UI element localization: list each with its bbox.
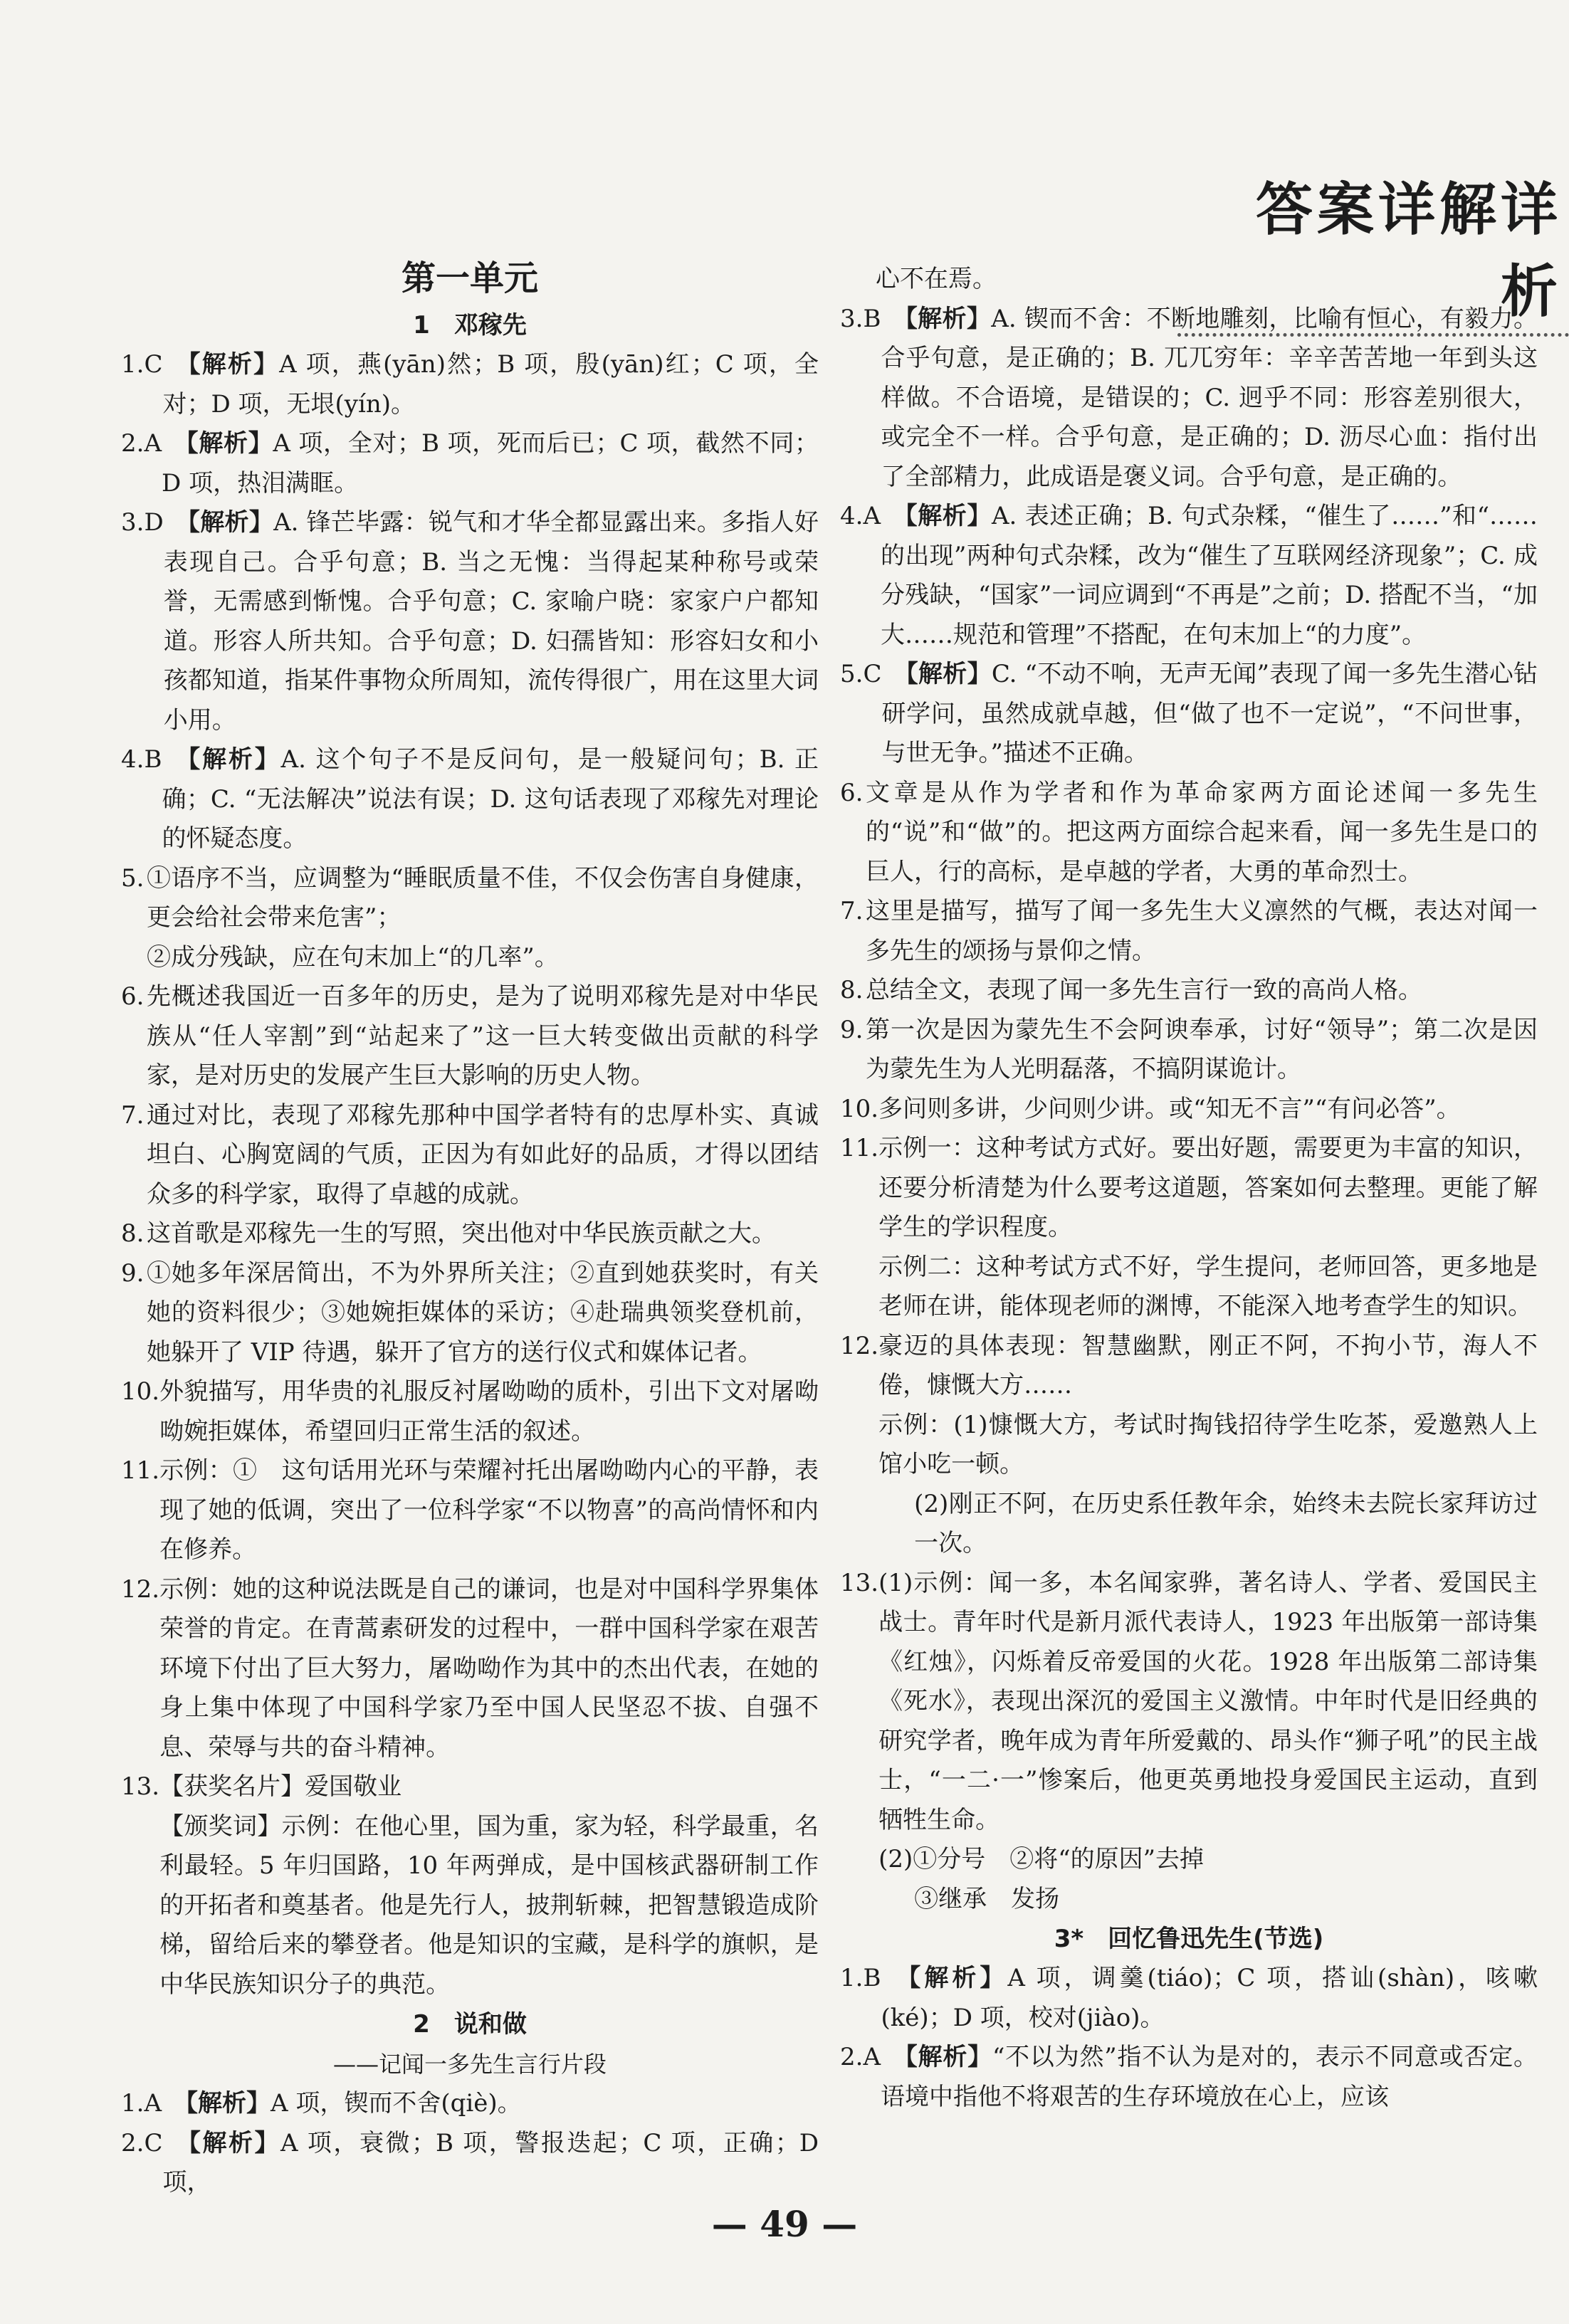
answer-number: 7. — [121, 1100, 145, 1130]
answer-item — [121, 503, 819, 740]
answer-item — [840, 1129, 1538, 1327]
answer-item — [121, 424, 819, 503]
answer-text: (2)①分号 ②将“的原因”去掉 — [878, 1845, 1205, 1873]
answer-item — [121, 2084, 819, 2124]
answer-text: 示例二：这种考试方式不好，学生提问，老师回答，更多地是老师在讲，能体现老师的渊博，不能深入地考查学生的知识。 — [878, 1252, 1538, 1320]
answer-text: 示例：(1)慷慨大方，考试时掏钱招待学生吃茶，爱邀熟人上馆小吃一顿。 — [878, 1410, 1538, 1478]
answer-text: 豪迈的具体表现：智慧幽默，刚正不阿，不拘小节，海人不倦，慷慨大方…… — [878, 1331, 1538, 1399]
answer-text: 示例一：这种考试方式好。要出好题，需要更为丰富的知识，还要分析清楚为什么要考这道题，答案如何去整理。更能了解学生的学识程度。 — [878, 1134, 1538, 1241]
answer-text: 【获奖名片】爱国敬业 — [159, 1772, 402, 1801]
answer-number: 12. — [121, 1574, 160, 1604]
answer-text: A 项，全对；B 项，死而后已；C 项，截然不同；D 项，热泪满眶。 — [162, 429, 819, 498]
answer-text: 示例：① 这句话用光环与荣耀衬托出屠呦呦内心的平静，表现了她的低调，突出了一位科学家“不以物喜”的高尚情怀和内在修养。 — [159, 1456, 819, 1564]
answer-number: 10. — [840, 1094, 879, 1123]
answer-text: 外貌描写，用华贵的礼服反衬屠呦呦的质朴，引出下文对屠呦呦婉拒媒体，希望回归正常生活的叙述。 — [159, 1377, 819, 1446]
answer-text: 总结全文，表现了闻一多先生言行一致的高尚人格。 — [866, 976, 1422, 1004]
analysis-tag: 【解析】 — [187, 508, 274, 537]
lesson-title-3: 3* 回忆鲁迅先生(节选) — [1054, 1925, 1324, 1953]
answer-number: 1.B — [840, 1964, 881, 1992]
answer-text: 第一次是因为蒙先生不会阿谀奉承，讨好“领导”；第二次是因为蒙先生为人光明磊落，不搞阴谋诡计。 — [866, 1015, 1538, 1083]
answer-text: 这里是描写，描写了闻一多先生大义凛然的气概，表达对闻一多先生的颂扬与景仰之情。 — [866, 897, 1538, 965]
answer-item — [840, 1090, 1538, 1130]
answer-number: 2.C — [121, 2128, 163, 2157]
answer-text: A 项，衰微；B 项，警报迭起；C 项，正确；D 项， — [162, 2128, 819, 2197]
answer-item — [121, 1254, 819, 1373]
answer-text: 多问则多讲，少问则少讲。或“知无不言”“有问必答”。 — [878, 1094, 1461, 1123]
lesson-subtitle-2: ——记闻一多先生言行片段 — [332, 2051, 607, 2078]
answer-number: 11. — [840, 1134, 879, 1162]
answer-item — [121, 345, 819, 424]
answer-item — [121, 1096, 819, 1215]
analysis-tag: 【解析】 — [186, 429, 273, 458]
answer-item — [121, 740, 819, 859]
answer-number: 4.B — [121, 745, 162, 774]
answer-text: 【颁奖词】示例：在他心里，国为重，家为轻，科学最重，名利最轻。5 年归国路，10 年两弹成，是中国核武器研制工作的开拓者和奠基者。他是先行人，披荆斩棘，把智慧锻造成阶梯，留给后来的攀登者。他是知识的宝藏，是科学的旗帜，是中华民族知识分子的典范。 — [159, 1812, 819, 1999]
answer-number: 7. — [840, 897, 864, 925]
answer-item — [121, 1372, 819, 1451]
answer-text: A 项，燕(yān)然；B 项，殷(yān)红；C 项，全对；D 项，无垠(yín)。 — [162, 350, 819, 419]
analysis-tag: 【解析】 — [905, 502, 992, 530]
answer-number: 5. — [121, 863, 145, 893]
answer-text: A 项，调羹(tiáo)；C 项，搭讪(shàn)，咳嗽(ké)；D 项，校对(jiào)。 — [881, 1964, 1538, 2032]
answer-item — [121, 859, 819, 978]
answer-number: 4.A — [840, 502, 881, 530]
answer-number: 12. — [840, 1331, 879, 1360]
answer-item — [840, 655, 1538, 774]
answer-text: 先概述我国近一百多年的历史，是为了说明邓稼先是对中华民族从“任人宰割”到“站起来了”这一巨大转变做出贡献的科学家，是对历史的发展产生巨大影响的历史人物。 — [147, 982, 819, 1090]
answer-number: 8. — [121, 1219, 145, 1248]
answer-number: 8. — [840, 976, 864, 1004]
analysis-tag: 【解析】 — [188, 2128, 281, 2157]
answer-number: 10. — [121, 1377, 160, 1406]
analysis-tag: 【解析】 — [908, 1964, 1008, 1992]
answer-item — [121, 977, 819, 1096]
header-title: 答案详解详析 — [1256, 177, 1562, 325]
lesson-title-2: 2 说和做 — [413, 2010, 527, 2039]
answer-number: 5.C — [840, 660, 882, 688]
answer-item — [121, 1214, 819, 1254]
answer-text: 示例：她的这种说法既是自己的谦词，也是对中国科学界集体荣誉的肯定。在青蒿素研发的过程中，一群中国科学家在艰苦环境下付出了巨大努力，屠呦呦作为其中的杰出代表，在她的身上集中体现了中国科学家乃至中国人民坚忍不拔、自强不息、荣辱与共的奋斗精神。 — [159, 1574, 819, 1762]
answer-text: 文章是从作为学者和作为革命家两方面论述闻一多先生的“说”和“做”的。把这两方面综合起来看，闻一多先生是口的巨人，行的高标，是卓越的学者，大勇的革命烈士。 — [866, 778, 1538, 886]
answer-text: A. 锲而不舍：不断地雕刻，比喻有恒心，有毅力。合乎句意，是正确的；B. 兀兀穷年：辛辛苦苦地一年到头这样做。不合语境，是错误的；C. 迥乎不同：形容差别很大，或完全不一样。合乎句意，是正确的；D. 沥尽心血：指付出了全部精力，此成语是褒义词。合乎句意，是正确的。 — [881, 304, 1538, 491]
answer-number: 11. — [121, 1456, 160, 1485]
answer-text: A. 表述正确；B. 句式杂糅，“催生了……”和“……的出现”两种句式杂糅，改为“催生了互联网经济现象”；C. 成分残缺，“国家”一词应调到“不再是”之前；D. 搭配不当，“加大……规范和管理”不搭配，在句末加上“的力度”。 — [881, 502, 1538, 649]
answer-text: (2)刚正不阿，在历史系任教年余，始终未去院长家拜访过一次。 — [914, 1489, 1538, 1557]
answer-item — [840, 300, 1538, 498]
answer-item — [840, 2038, 1538, 2117]
answer-number: 9. — [121, 1258, 145, 1288]
answer-text: ③继承 发扬 — [914, 1884, 1060, 1913]
answer-text: 这首歌是邓稼先一生的写照，突出他对中华民族贡献之大。 — [147, 1219, 776, 1248]
answer-continuation: 心不在焉。 — [876, 265, 997, 293]
lesson-title-1: 1 邓稼先 — [413, 311, 527, 340]
answer-item — [840, 774, 1538, 893]
answer-text: ①语序不当，应调整为“睡眠质量不佳，不仅会伤害自身健康，更会给社会带来危害”； — [147, 863, 819, 932]
answer-item — [121, 1767, 819, 2004]
answer-number: 13. — [840, 1568, 879, 1597]
answer-text: “不以为然”指不认为是对的，表示不同意或否定。语境中指他不将艰苦的生存环境放在心上，应该 — [881, 2043, 1538, 2111]
answer-item — [840, 892, 1538, 971]
answer-item — [840, 1327, 1538, 1564]
answer-number: 2.A — [121, 429, 162, 458]
answer-number: 1.C — [121, 350, 163, 379]
answer-item — [840, 497, 1538, 655]
answer-item — [840, 1959, 1538, 2038]
answer-number: 6. — [840, 778, 864, 807]
right-column — [840, 260, 1538, 2117]
answer-text: 通过对比，表现了邓稼先那种中国学者特有的忠厚朴实、真诚坦白、心胸宽阔的气质，正因为有如此好的品质，才得以团结众多的科学家，取得了卓越的成就。 — [147, 1100, 819, 1209]
answer-item — [840, 1564, 1538, 1920]
analysis-tag: 【解析】 — [186, 2089, 271, 2118]
answer-number: 2.A — [840, 2043, 881, 2071]
answer-text: ①她多年深居简出，不为外界所关注；②直到她获奖时，有关她的资料很少；③她婉拒媒体的采访；④赴瑞典领奖登机前，她躲开了 VIP 待遇，躲开了官方的送行仪式和媒体记者。 — [147, 1258, 819, 1367]
answer-item — [121, 1451, 819, 1570]
answer-number: 9. — [840, 1015, 864, 1044]
answer-number: 3.D — [121, 508, 164, 537]
answer-text: ②成分残缺，应在句末加上“的几率”。 — [147, 942, 559, 972]
answer-text: A 项，锲而不舍(qiè)。 — [271, 2089, 522, 2118]
analysis-tag: 【解析】 — [188, 350, 280, 379]
analysis-tag: 【解析】 — [906, 660, 992, 688]
analysis-tag: 【解析】 — [905, 304, 992, 333]
answer-number: 3.B — [840, 304, 881, 333]
answer-text: C. “不动不响，无声无闻”表现了闻一多先生潜心钻研学问，虽然成就卓越，但“做了也不一定说”，“不问世事，与世无争。”描述不正确。 — [881, 660, 1538, 767]
page-number: — 49 — — [711, 2203, 858, 2245]
answer-item — [121, 2124, 819, 2203]
answer-number: 13. — [121, 1772, 160, 1801]
answer-item — [840, 1011, 1538, 1090]
answer-text: A. 锋芒毕露：锐气和才华全都显露出来。多指人好表现自己。合乎句意；B. 当之无愧：当得起某种称号或荣誉，无需感到惭愧。合乎句意；C. 家喻户晓：家家户户都知道。形容人所共知。合乎句意；D. 妇孺皆知：形容妇女和小孩都知道，指某件事物众所周知，流传得很广，用在这里大词小用。 — [163, 508, 819, 735]
answer-number: 6. — [121, 982, 145, 1011]
analysis-tag: 【解析】 — [188, 745, 281, 774]
answer-item — [121, 1570, 819, 1768]
answer-text: (1)示例：闻一多，本名闻家骅，著名诗人、学者、爱国民主战士。青年时代是新月派代表诗人，1923 年出版第一部诗集《红烛》，闪烁着反帝爱国的火花。1928 年出版第二部诗集《死水》，表现出深沉的爱国主义激情。中年时代是旧经典的研究学者，晚年成为青年所爱戴的、昂头作“狮子吼”的民主战士，“一二·一”惨案后，他更英勇地投身爱国民主运动，直到牺牲生命。 — [878, 1568, 1538, 1834]
left-column — [121, 253, 819, 2203]
answer-text: A. 这个句子不是反问句，是一般疑问句；B. 正确；C. “无法解决”说法有误；D. 这句话表现了邓稼先对理论的怀疑态度。 — [162, 745, 819, 853]
answer-number: 1.A — [121, 2089, 162, 2118]
answer-item — [840, 971, 1538, 1011]
unit-title: 第一单元 — [401, 258, 538, 298]
analysis-tag: 【解析】 — [905, 2043, 992, 2071]
